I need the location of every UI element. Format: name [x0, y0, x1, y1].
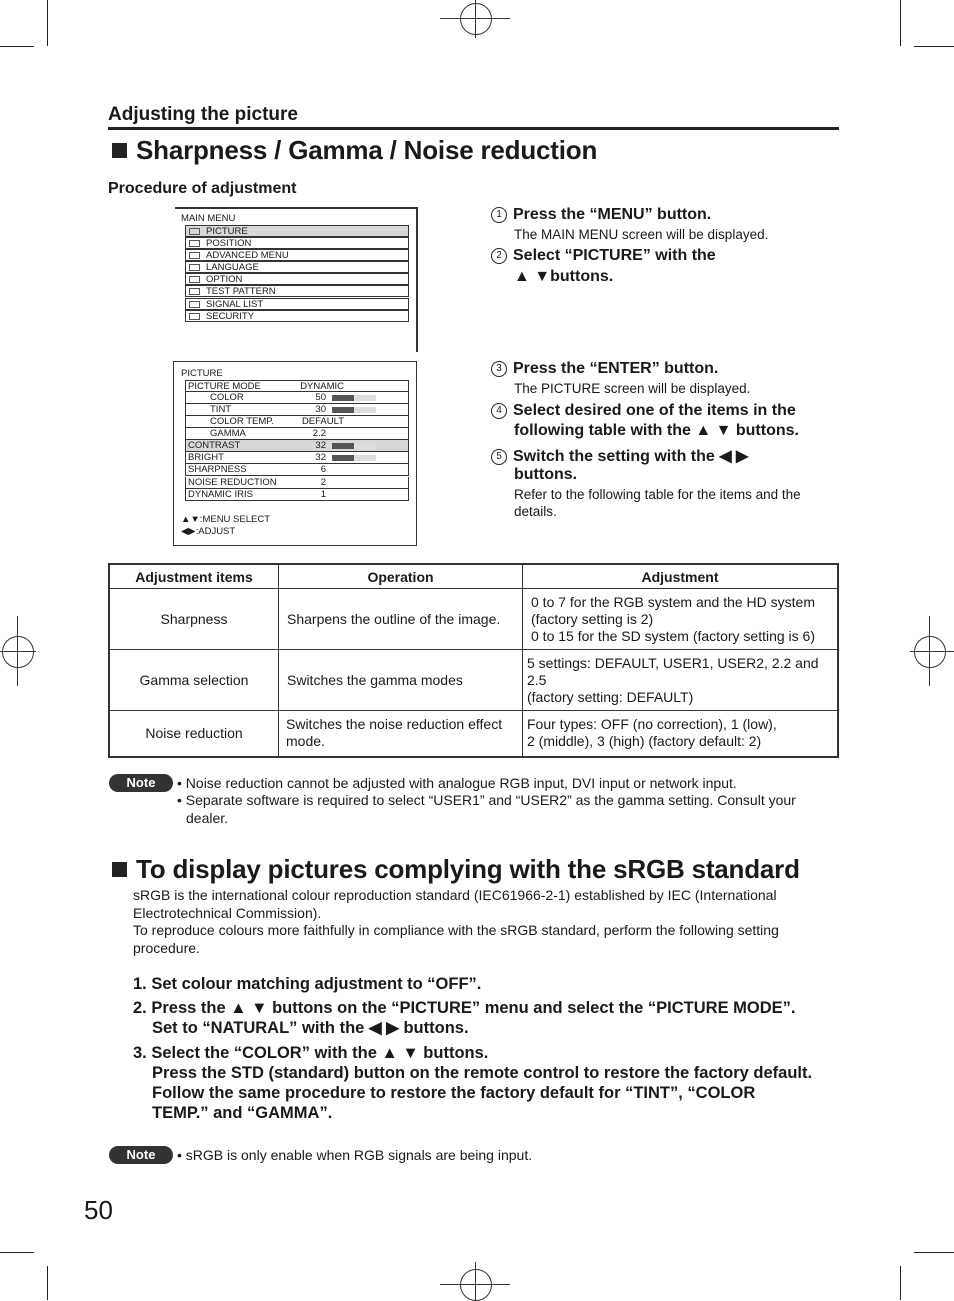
- step-4-line2: following table with the ▲ ▼ buttons.: [514, 422, 799, 439]
- step-number: 3: [491, 361, 507, 377]
- operation-cell: Switches the gamma modes: [279, 650, 523, 711]
- table-header-row: [109, 564, 838, 589]
- registration-mark: [0, 651, 36, 652]
- adjust-hint: ◀▶:ADJUST: [181, 526, 236, 537]
- main-menu-item-picture[interactable]: [185, 225, 409, 237]
- menu-item-label: PICTURE: [206, 226, 248, 237]
- adjustment-line: (factory setting: DEFAULT): [527, 688, 694, 705]
- adjustment-line: 0 to 15 for the SD system (factory setting is 6): [531, 627, 815, 644]
- registration-mark: [914, 636, 946, 668]
- step-number: 2: [491, 248, 507, 264]
- step-text: Set colour matching adjustment to “OFF”.: [151, 975, 482, 993]
- srgb-step-2: [133, 998, 796, 1018]
- security-icon: [189, 313, 200, 320]
- item-cell: Gamma selection: [109, 650, 279, 711]
- note-line: • sRGB is only enable when RGB signals are being input.: [177, 1147, 533, 1163]
- title-sharpness: [112, 135, 597, 166]
- srgb-step-3-line3: Follow the same procedure to restore the factory default for “TINT”, “COLOR: [152, 1084, 756, 1102]
- operation-cell: Sharpens the outline of the image.: [279, 589, 523, 650]
- step-1-sub: The MAIN MENU screen will be displayed.: [514, 227, 769, 242]
- crop-mark: [47, 1266, 48, 1300]
- picture-row-mode[interactable]: [185, 380, 409, 392]
- step-text: Press the “ENTER” button.: [513, 360, 719, 377]
- step-5-line2: buttons.: [514, 466, 578, 483]
- registration-mark: [460, 1269, 492, 1301]
- step-5-sub: Refer to the following table for the items and the details.: [514, 487, 801, 519]
- step-2: [491, 247, 716, 265]
- table-row: [109, 589, 838, 650]
- menu-item-label: OPTION: [206, 274, 243, 285]
- picture-row-dynamic-iris[interactable]: [185, 489, 409, 501]
- language-icon: [189, 264, 200, 271]
- srgb-step-3-line4: TEMP.” and “GAMMA”.: [152, 1104, 333, 1122]
- item-cell: Sharpness: [109, 589, 279, 650]
- row-label: DYNAMIC IRIS: [188, 489, 253, 500]
- table-row: [109, 711, 838, 757]
- menu-item-label: ADVANCED MENU: [206, 250, 289, 261]
- picture-row-color[interactable]: [185, 392, 409, 404]
- step-number: 1.: [133, 975, 147, 993]
- row-label: NOISE REDUCTION: [188, 477, 277, 488]
- square-bullet-icon: [112, 862, 127, 877]
- step-4: [491, 402, 796, 420]
- row-label: PICTURE MODE: [188, 381, 261, 392]
- step-number: 4: [491, 403, 507, 419]
- registration-mark: [2, 636, 34, 668]
- row-label: TINT: [210, 404, 232, 415]
- col-header: Operation: [279, 564, 523, 589]
- picture-icon: [189, 228, 200, 235]
- level-bar: [332, 455, 376, 461]
- menu-item-label: LANGUAGE: [206, 262, 259, 273]
- title-text: To display pictures complying with the sRGB standard: [136, 854, 800, 884]
- row-label: COLOR TEMP.: [210, 416, 275, 427]
- row-value: DEFAULT: [301, 416, 344, 427]
- level-bar: [332, 395, 376, 401]
- crop-mark: [0, 1252, 34, 1253]
- operation-cell: Switches the noise reduction effect mode.: [279, 711, 523, 757]
- main-menu-item-option[interactable]: [185, 273, 409, 285]
- picture-row-gamma[interactable]: [185, 428, 409, 440]
- registration-mark: [475, 1262, 476, 1300]
- col-header: Adjustment items: [109, 564, 279, 589]
- main-menu-item-test-pattern[interactable]: [185, 285, 409, 297]
- srgb-step-3-line2: Press the STD (standard) button on the remote control to restore the factory default.: [152, 1064, 813, 1082]
- row-value: 30: [315, 404, 326, 415]
- step-1: [491, 206, 711, 224]
- item-cell: Noise reduction: [109, 711, 279, 757]
- step-number: 2.: [133, 999, 147, 1017]
- main-menu-item-position[interactable]: [185, 237, 409, 249]
- main-menu-item-advanced[interactable]: [185, 249, 409, 261]
- picture-row-color-temp[interactable]: [185, 416, 409, 428]
- adjustment-line: 2 (middle), 3 (high) (factory default: 2): [527, 733, 762, 750]
- row-value: 32: [315, 440, 326, 451]
- header-rule: [108, 127, 839, 130]
- crop-mark: [0, 46, 34, 47]
- adjustment-line: 5 settings: DEFAULT, USER1, USER2, 2.2 and 2.5: [527, 654, 819, 688]
- srgb-step-1: [133, 974, 481, 994]
- srgb-step-3: [133, 1043, 488, 1063]
- step-3: [491, 360, 718, 378]
- note-line: • Noise reduction cannot be adjusted with analogue RGB input, DVI input or network input.: [177, 775, 737, 791]
- step-text: Select “PICTURE” with the: [513, 247, 716, 264]
- main-menu-item-language[interactable]: [185, 261, 409, 273]
- note-badge: Note: [109, 1146, 173, 1164]
- row-value: 50: [315, 392, 326, 403]
- menu-item-label: SIGNAL LIST: [206, 299, 264, 310]
- picture-row-bright[interactable]: [185, 452, 409, 464]
- level-bar: [332, 443, 376, 449]
- crop-mark: [914, 1252, 954, 1253]
- row-value: 2.2: [312, 428, 326, 439]
- adjustment-line: 0 to 7 for the RGB system and the HD system (factory setting is 2): [531, 593, 815, 627]
- page-number: 50: [84, 1195, 113, 1225]
- adjustment-cell: [523, 650, 839, 711]
- registration-mark: [475, 0, 476, 38]
- crop-mark: [900, 0, 901, 46]
- picture-menu-title: PICTURE: [181, 368, 223, 379]
- step-2-line2: ▲ ▼buttons.: [514, 268, 614, 285]
- procedure-label: Procedure of adjustment: [108, 180, 297, 197]
- row-value: 2: [320, 477, 326, 488]
- title-srgb: [112, 854, 800, 885]
- step-number: 1: [491, 207, 507, 223]
- main-menu-item-signal-list[interactable]: [185, 298, 409, 310]
- table-row: [109, 650, 838, 711]
- step-number: 3.: [133, 1044, 147, 1062]
- row-label: COLOR: [210, 392, 244, 403]
- adjustment-table: [108, 563, 839, 758]
- advanced-icon: [189, 252, 200, 259]
- note-line: • Separate software is required to select “USER1” and “USER2” as the gamma setting. Consult your dealer.: [177, 792, 796, 826]
- crop-mark: [900, 1266, 901, 1300]
- signal-list-icon: [189, 301, 200, 308]
- registration-mark: [910, 651, 954, 652]
- menu-item-label: POSITION: [206, 238, 252, 249]
- position-icon: [189, 240, 200, 247]
- main-menu-title: MAIN MENU: [181, 213, 236, 224]
- square-bullet-icon: [112, 143, 127, 158]
- step-text: Switch the setting with the ◀ ▶: [513, 448, 749, 465]
- section-header: Adjusting the picture: [108, 104, 298, 125]
- step-text: Select desired one of the items in the: [513, 402, 796, 419]
- level-bar: [332, 407, 376, 413]
- row-value: 6: [320, 464, 326, 475]
- menu-select-hint: ▲▼:MENU SELECT: [181, 514, 271, 525]
- srgb-intro: sRGB is the international colour reproduction standard (IEC61966-2-1) established by IEC (International Electrotechnical Commission).: [133, 887, 777, 921]
- step-number: 5: [491, 449, 507, 465]
- step-text: Press the “MENU” button.: [513, 206, 712, 223]
- main-menu-item-security[interactable]: [185, 310, 409, 322]
- row-value: DYNAMIC: [300, 381, 344, 392]
- srgb-procedure-intro: To reproduce colours more faithfully in compliance with the sRGB standard, perform the following setting procedure.: [133, 922, 779, 956]
- row-value: 1: [320, 489, 326, 500]
- registration-mark: [17, 616, 18, 686]
- test-pattern-icon: [189, 288, 200, 295]
- row-label: SHARPNESS: [188, 464, 247, 475]
- option-icon: [189, 276, 200, 283]
- crop-mark: [47, 0, 48, 46]
- registration-mark: [460, 3, 492, 35]
- picture-row-noise-reduction[interactable]: [185, 477, 409, 489]
- step-text: Press the ▲ ▼ buttons on the “PICTURE” menu and select the “PICTURE MODE”.: [151, 999, 796, 1017]
- adjustment-cell: [523, 711, 839, 757]
- note-badge: Note: [109, 774, 173, 792]
- picture-row-contrast[interactable]: [185, 440, 409, 452]
- registration-mark: [929, 616, 930, 686]
- adjustment-line: Four types: OFF (no correction), 1 (low),: [527, 716, 777, 733]
- crop-mark: [914, 46, 954, 47]
- step-text: Select the “COLOR” with the ▲ ▼ buttons.: [151, 1044, 489, 1062]
- step-5: [491, 446, 748, 466]
- step-3-sub: The PICTURE screen will be displayed.: [514, 381, 751, 396]
- row-value: 32: [315, 452, 326, 463]
- title-text: Sharpness / Gamma / Noise reduction: [136, 135, 598, 165]
- row-label: BRIGHT: [188, 452, 224, 463]
- adjustment-cell: [523, 589, 839, 650]
- srgb-step-2-line2: Set to “NATURAL” with the ◀ ▶ buttons.: [152, 1019, 469, 1037]
- menu-item-label: SECURITY: [206, 311, 255, 322]
- row-label: CONTRAST: [188, 440, 241, 451]
- picture-row-sharpness[interactable]: [185, 464, 409, 476]
- picture-row-tint[interactable]: [185, 404, 409, 416]
- menu-item-label: TEST PATTERN: [206, 286, 276, 297]
- col-header: Adjustment: [523, 564, 839, 589]
- row-label: GAMMA: [210, 428, 246, 439]
